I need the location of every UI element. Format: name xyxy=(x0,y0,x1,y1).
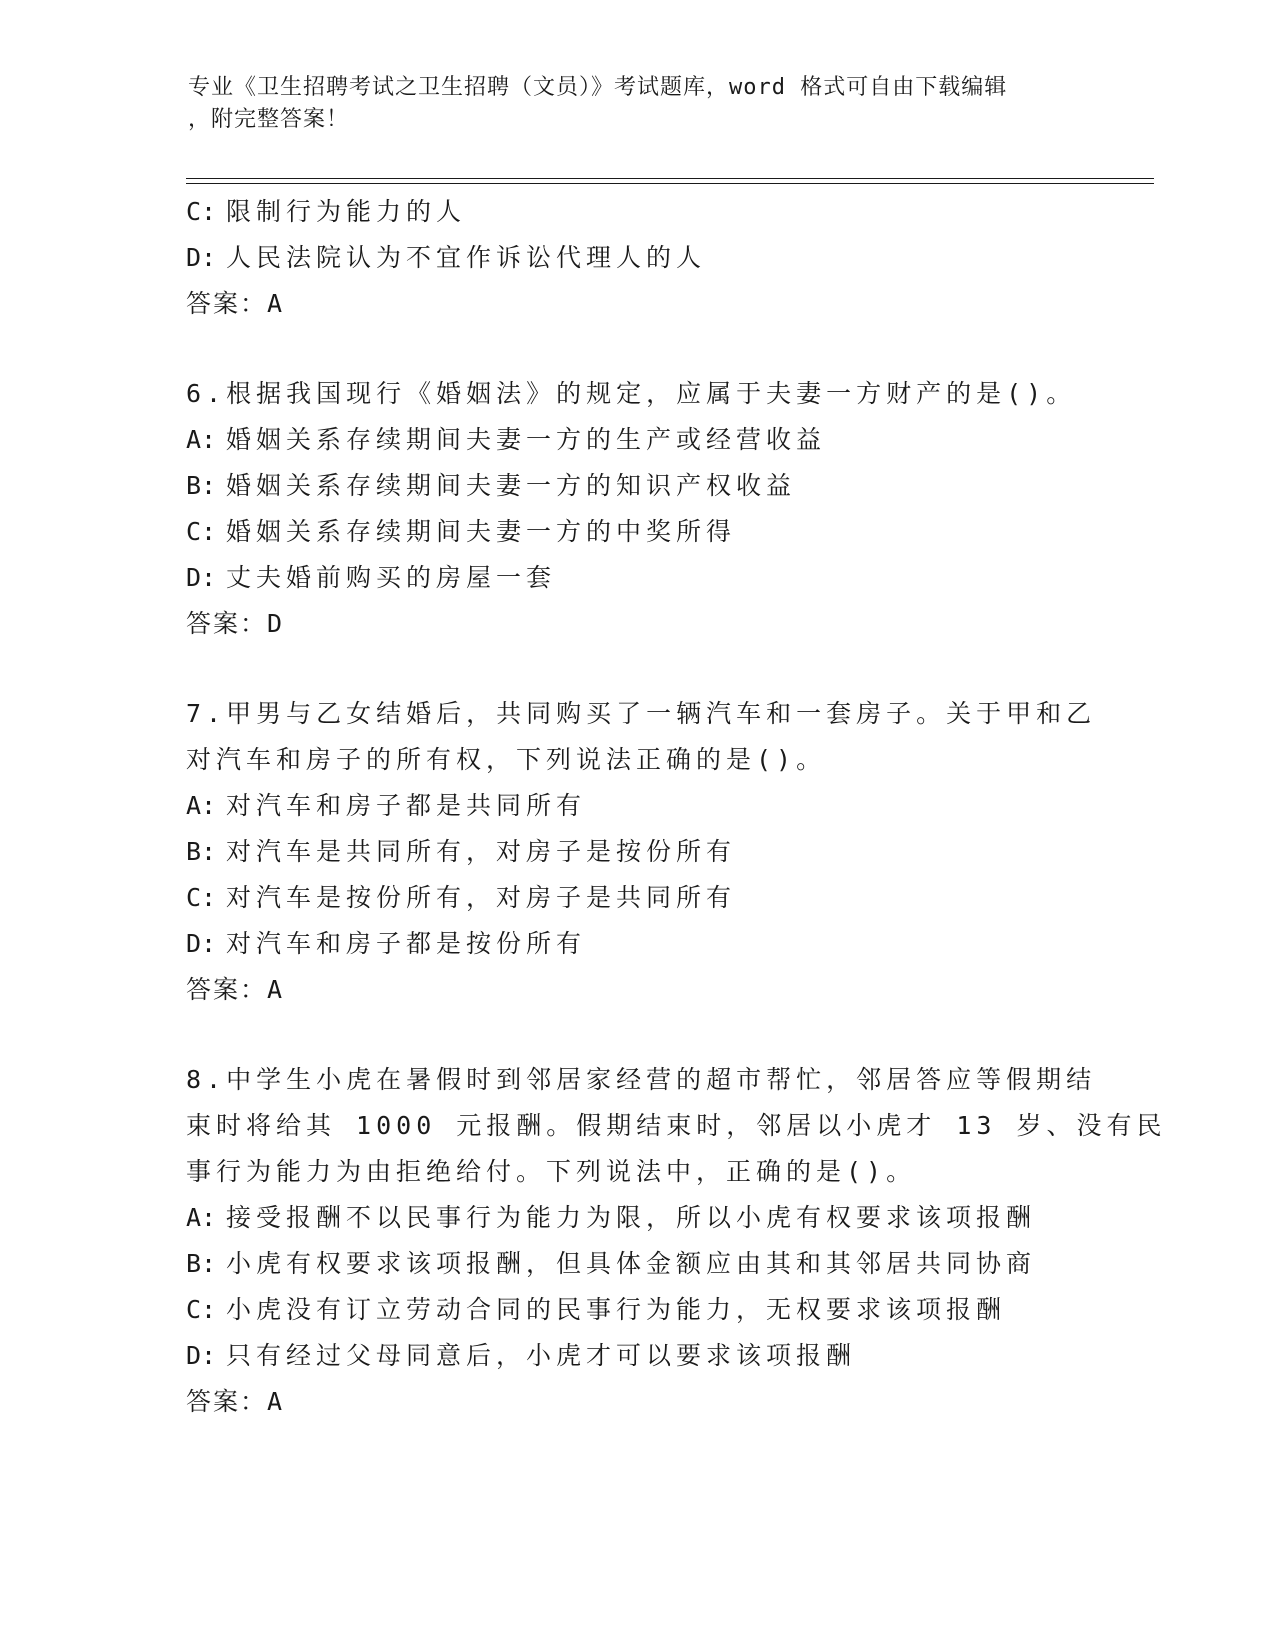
option-b xyxy=(186,463,1086,509)
option-text: 限制行为能力的人 xyxy=(226,197,467,226)
option-c xyxy=(186,509,1086,555)
question-stem: 8.中学生小虎在暑假时到邻居家经营的超市帮忙，邻居答应等假期结 xyxy=(186,1065,1097,1094)
answer-line: 答案：A xyxy=(186,1387,285,1416)
question-list xyxy=(186,189,1167,1425)
option-key: A: xyxy=(186,791,217,820)
question-stem: 束时将给其 1000 元报酬。假期结束时，邻居以小虎才 13 岁、没有民 xyxy=(186,1111,1167,1140)
question-stem: 7.甲男与乙女结婚后，共同购买了一辆汽车和一套房子。关于甲和乙 xyxy=(186,699,1097,728)
header-line-1: 专业《卫生招聘考试之卫生招聘（文员）》考试题库，word 格式可自由下载编辑 xyxy=(188,75,1008,100)
option-text: 对汽车是共同所有，对房子是按份所有 xyxy=(226,837,737,866)
answer-line: 答案：D xyxy=(186,609,285,638)
option-text: 对汽车是按份所有，对房子是共同所有 xyxy=(226,883,737,912)
question-stem: 6.根据我国现行《婚姻法》的规定，应属于夫妻一方财产的是()。 xyxy=(186,379,1077,408)
option-text: 对汽车和房子都是按份所有 xyxy=(226,929,587,958)
option-text: 接受报酬不以民事行为能力为限，所以小虎有权要求该项报酬 xyxy=(226,1203,1037,1232)
option-d xyxy=(186,555,1086,601)
option-text: 对汽车和房子都是共同所有 xyxy=(226,791,587,820)
option-c xyxy=(186,1287,1086,1333)
document-header xyxy=(188,72,1068,136)
option-a xyxy=(186,1195,1086,1241)
option-b xyxy=(186,1241,1086,1287)
option-text: 人民法院认为不宜作诉讼代理人的人 xyxy=(226,243,707,272)
option-text: 小虎没有订立劳动合同的民事行为能力，无权要求该项报酬 xyxy=(226,1295,1007,1324)
option-key: B: xyxy=(186,471,217,500)
option-key: D: xyxy=(186,929,217,958)
option-text: 婚姻关系存续期间夫妻一方的生产或经营收益 xyxy=(226,425,827,454)
answer-line: 答案：A xyxy=(186,289,285,318)
option-c xyxy=(186,189,1086,235)
question-stem: 对汽车和房子的所有权，下列说法正确的是()。 xyxy=(186,745,827,774)
option-text: 小虎有权要求该项报酬，但具体金额应由其和其邻居共同协商 xyxy=(226,1249,1037,1278)
option-key: C: xyxy=(186,197,217,226)
option-c xyxy=(186,875,1086,921)
question-6 xyxy=(186,371,1086,647)
option-key: B: xyxy=(186,1249,217,1278)
option-text: 只有经过父母同意后，小虎才可以要求该项报酬 xyxy=(226,1341,857,1370)
option-key: C: xyxy=(186,1295,217,1324)
option-key: C: xyxy=(186,517,217,546)
option-d xyxy=(186,921,1086,967)
option-d xyxy=(186,1333,1086,1379)
option-text: 婚姻关系存续期间夫妻一方的知识产权收益 xyxy=(226,471,797,500)
header-line-2: ，附完整答案！ xyxy=(188,107,350,132)
option-a xyxy=(186,417,1086,463)
option-key: A: xyxy=(186,1203,217,1232)
option-key: D: xyxy=(186,1341,217,1370)
question-7 xyxy=(186,691,1097,1013)
option-b xyxy=(186,829,1086,875)
question-5-continued xyxy=(186,189,1086,327)
header-divider-bottom xyxy=(186,183,1154,184)
question-8 xyxy=(186,1057,1167,1425)
option-d xyxy=(186,235,1086,281)
option-key: C: xyxy=(186,883,217,912)
header-divider-top xyxy=(186,178,1154,179)
option-key: A: xyxy=(186,425,217,454)
option-text: 丈夫婚前购买的房屋一套 xyxy=(226,563,557,592)
option-text: 婚姻关系存续期间夫妻一方的中奖所得 xyxy=(226,517,737,546)
question-stem: 事行为能力为由拒绝给付。下列说法中，正确的是()。 xyxy=(186,1157,917,1186)
option-key: D: xyxy=(186,243,217,272)
option-a xyxy=(186,783,1086,829)
answer-line: 答案：A xyxy=(186,975,285,1004)
option-key: D: xyxy=(186,563,217,592)
option-key: B: xyxy=(186,837,217,866)
